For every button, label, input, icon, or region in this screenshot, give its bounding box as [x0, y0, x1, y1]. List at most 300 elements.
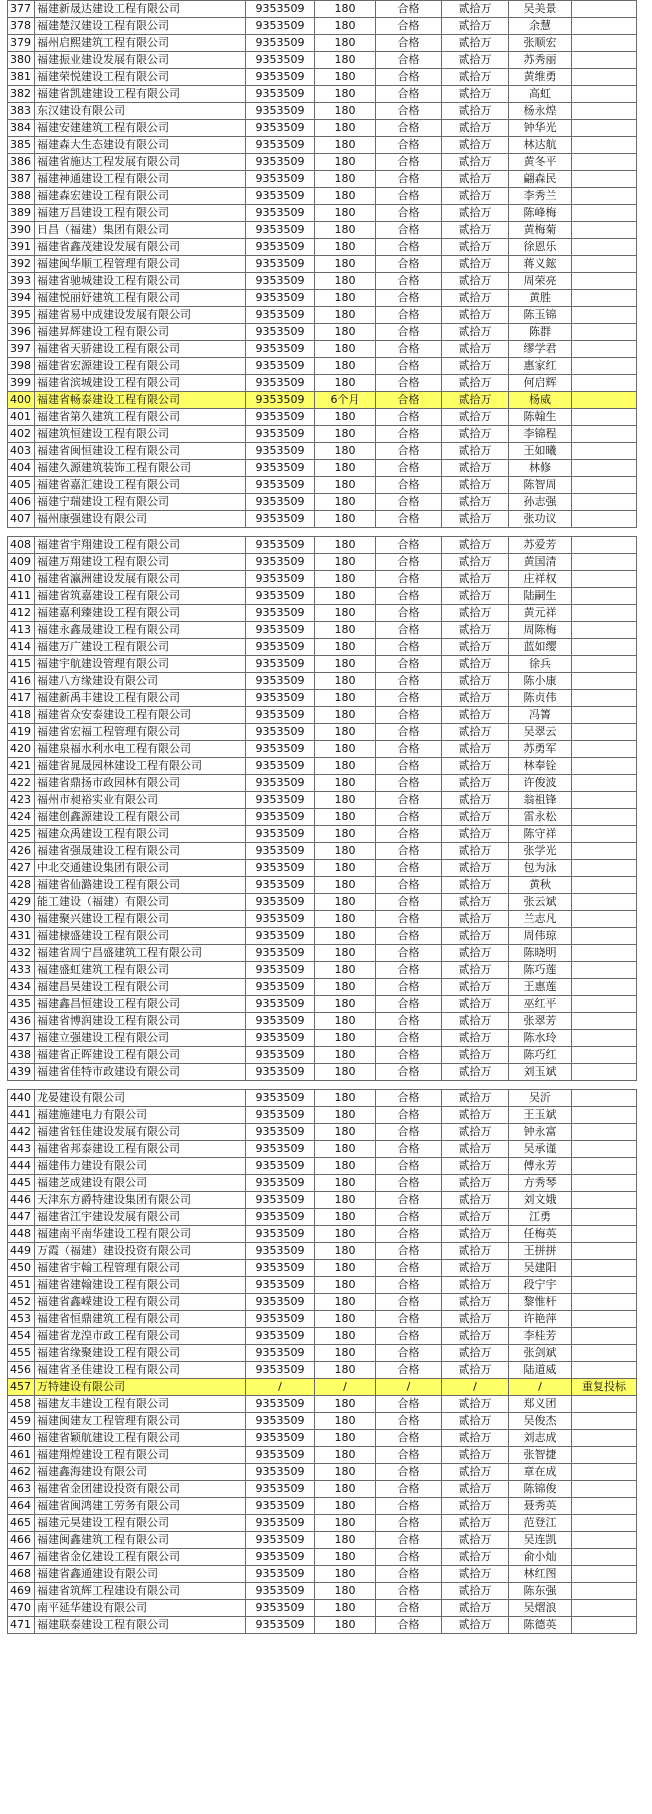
row-number-cell: 424 — [8, 809, 35, 826]
person-cell: 王玉斌 — [509, 1107, 572, 1124]
code-cell: 9353509 — [246, 1064, 315, 1081]
row-number-cell: 425 — [8, 826, 35, 843]
result-cell: 合格 — [376, 1243, 442, 1260]
amount-cell: 贰拾万 — [442, 1175, 509, 1192]
company-name-cell: 福建森大生态建设有限公司 — [35, 137, 246, 154]
period-cell: 180 — [315, 1464, 376, 1481]
company-name-cell: 能工建设（福建）有限公司 — [35, 894, 246, 911]
note-cell: 重复投标 — [572, 1379, 637, 1396]
company-name-cell: 福建泉福水利水电工程有限公司 — [35, 741, 246, 758]
period-cell: 180 — [315, 69, 376, 86]
note-cell — [572, 1243, 637, 1260]
amount-cell: 贰拾万 — [442, 843, 509, 860]
period-cell: 180 — [315, 894, 376, 911]
row-number-cell: 398 — [8, 358, 35, 375]
code-cell: 9353509 — [246, 120, 315, 137]
code-cell: 9353509 — [246, 775, 315, 792]
note-cell — [572, 426, 637, 443]
period-cell: 180 — [315, 1617, 376, 1634]
period-cell: 180 — [315, 1226, 376, 1243]
person-cell: 段宁宇 — [509, 1277, 572, 1294]
result-cell: 合格 — [376, 1047, 442, 1064]
row-number-cell: 394 — [8, 290, 35, 307]
row-number-cell: 448 — [8, 1226, 35, 1243]
period-cell: 180 — [315, 622, 376, 639]
company-name-cell: 福建永鑫晟建设工程有限公司 — [35, 622, 246, 639]
period-cell: 180 — [315, 1447, 376, 1464]
amount-cell: 贰拾万 — [442, 375, 509, 392]
row-number-cell: 454 — [8, 1328, 35, 1345]
company-name-cell: 福建省龙湟市政工程有限公司 — [35, 1328, 246, 1345]
code-cell: 9353509 — [246, 477, 315, 494]
amount-cell: 贰拾万 — [442, 18, 509, 35]
person-cell: 黄胜 — [509, 290, 572, 307]
table-row — [8, 1549, 637, 1566]
company-name-cell: 福建众禹建设工程有限公司 — [35, 826, 246, 843]
table-row — [8, 256, 637, 273]
code-cell: 9353509 — [246, 911, 315, 928]
person-cell: 陈翰生 — [509, 409, 572, 426]
code-cell: 9353509 — [246, 358, 315, 375]
period-cell: 180 — [315, 877, 376, 894]
person-cell: 孙志强 — [509, 494, 572, 511]
company-name-cell: 福建鑫昌恒建设工程有限公司 — [35, 996, 246, 1013]
company-name-cell: 福建省嘉汇建设工程有限公司 — [35, 477, 246, 494]
company-name-cell: 福建万广建设工程有限公司 — [35, 639, 246, 656]
result-cell: 合格 — [376, 1158, 442, 1175]
person-cell: 许俊波 — [509, 775, 572, 792]
person-cell: 杨威 — [509, 392, 572, 409]
note-cell — [572, 571, 637, 588]
amount-cell: 贰拾万 — [442, 962, 509, 979]
amount-cell: 贰拾万 — [442, 1141, 509, 1158]
row-number-cell: 421 — [8, 758, 35, 775]
result-cell: 合格 — [376, 511, 442, 528]
amount-cell: 贰拾万 — [442, 1600, 509, 1617]
note-cell — [572, 996, 637, 1013]
result-cell: 合格 — [376, 673, 442, 690]
result-cell: 合格 — [376, 1396, 442, 1413]
code-cell: 9353509 — [246, 826, 315, 843]
person-cell: 吴美景 — [509, 1, 572, 18]
period-cell: 180 — [315, 996, 376, 1013]
row-number-cell: 456 — [8, 1362, 35, 1379]
table-row — [8, 1362, 637, 1379]
row-number-cell: 405 — [8, 477, 35, 494]
result-cell: 合格 — [376, 571, 442, 588]
table-row — [8, 622, 637, 639]
amount-cell: 贰拾万 — [442, 222, 509, 239]
table-row — [8, 588, 637, 605]
company-name-cell: 福建省金团建设投资有限公司 — [35, 1481, 246, 1498]
note-cell — [572, 341, 637, 358]
person-cell: 黄国清 — [509, 554, 572, 571]
result-cell: 合格 — [376, 1226, 442, 1243]
result-cell: 合格 — [376, 460, 442, 477]
person-cell: 陈德英 — [509, 1617, 572, 1634]
code-cell: 9353509 — [246, 724, 315, 741]
period-cell: 180 — [315, 1192, 376, 1209]
amount-cell: 贰拾万 — [442, 1192, 509, 1209]
person-cell: 张学光 — [509, 843, 572, 860]
code-cell: 9353509 — [246, 741, 315, 758]
code-cell: 9353509 — [246, 1464, 315, 1481]
period-cell: 180 — [315, 1396, 376, 1413]
table-row — [8, 1600, 637, 1617]
result-cell: 合格 — [376, 1481, 442, 1498]
note-cell — [572, 1600, 637, 1617]
period-cell: 180 — [315, 1064, 376, 1081]
company-name-cell: 福建盛虹建筑工程有限公司 — [35, 962, 246, 979]
note-cell — [572, 171, 637, 188]
period-cell: 180 — [315, 809, 376, 826]
period-cell: 180 — [315, 1090, 376, 1107]
person-cell: 王如曦 — [509, 443, 572, 460]
row-number-cell: 396 — [8, 324, 35, 341]
company-name-cell: 福建荣悦建设工程有限公司 — [35, 69, 246, 86]
period-cell: 180 — [315, 1013, 376, 1030]
company-name-cell: 福建省筑嘉建设工程有限公司 — [35, 588, 246, 605]
row-number-cell: 439 — [8, 1064, 35, 1081]
result-cell: 合格 — [376, 1464, 442, 1481]
period-cell: 6个月 — [315, 392, 376, 409]
person-cell: 兰志凡 — [509, 911, 572, 928]
person-cell: 刘文娥 — [509, 1192, 572, 1209]
person-cell: 周陈梅 — [509, 622, 572, 639]
row-number-cell: 427 — [8, 860, 35, 877]
table-row — [8, 188, 637, 205]
row-number-cell: 442 — [8, 1124, 35, 1141]
period-cell: 180 — [315, 1260, 376, 1277]
result-cell: 合格 — [376, 775, 442, 792]
code-cell: 9353509 — [246, 511, 315, 528]
note-cell — [572, 1090, 637, 1107]
period-cell: 180 — [315, 188, 376, 205]
amount-cell: 贰拾万 — [442, 656, 509, 673]
code-cell: 9353509 — [246, 86, 315, 103]
note-cell — [572, 758, 637, 775]
row-number-cell: 422 — [8, 775, 35, 792]
note-cell — [572, 1362, 637, 1379]
code-cell: 9353509 — [246, 1481, 315, 1498]
result-cell: 合格 — [376, 477, 442, 494]
company-name-cell: 福建省缘聚建设工程有限公司 — [35, 1345, 246, 1362]
amount-cell: 贰拾万 — [442, 290, 509, 307]
amount-cell: 贰拾万 — [442, 775, 509, 792]
amount-cell: 贰拾万 — [442, 69, 509, 86]
row-number-cell: 390 — [8, 222, 35, 239]
person-cell: 陈智周 — [509, 477, 572, 494]
section-gap — [8, 528, 637, 537]
period-cell: 180 — [315, 1, 376, 18]
person-cell: 陈东强 — [509, 1583, 572, 1600]
table-row — [8, 460, 637, 477]
result-cell: 合格 — [376, 639, 442, 656]
company-name-cell: 福建友丰建设工程有限公司 — [35, 1396, 246, 1413]
result-cell: 合格 — [376, 494, 442, 511]
amount-cell: 贰拾万 — [442, 1345, 509, 1362]
company-name-cell: 福建闽建友工程管理有限公司 — [35, 1413, 246, 1430]
note-cell — [572, 69, 637, 86]
table-row — [8, 426, 637, 443]
row-number-cell: 407 — [8, 511, 35, 528]
note-cell — [572, 1413, 637, 1430]
amount-cell: 贰拾万 — [442, 1226, 509, 1243]
amount-cell: 贰拾万 — [442, 154, 509, 171]
code-cell: 9353509 — [246, 1362, 315, 1379]
row-number-cell: 389 — [8, 205, 35, 222]
person-cell: 吴沂 — [509, 1090, 572, 1107]
note-cell — [572, 307, 637, 324]
note-cell — [572, 1345, 637, 1362]
note-cell — [572, 537, 637, 554]
company-name-cell: 福建省晁晟园林建设工程有限公司 — [35, 758, 246, 775]
period-cell: 180 — [315, 911, 376, 928]
amount-cell: 贰拾万 — [442, 1260, 509, 1277]
person-cell: 苏爱芳 — [509, 537, 572, 554]
period-cell: 180 — [315, 1413, 376, 1430]
table-row — [8, 843, 637, 860]
company-name-cell: 福建万昌建设工程有限公司 — [35, 205, 246, 222]
company-name-cell: 福建省宇翔建设工程有限公司 — [35, 537, 246, 554]
company-name-cell: 福建聚兴建设工程有限公司 — [35, 911, 246, 928]
amount-cell: 贰拾万 — [442, 690, 509, 707]
table-row — [8, 324, 637, 341]
person-cell: 刘志成 — [509, 1430, 572, 1447]
code-cell: 9353509 — [246, 1030, 315, 1047]
code-cell: 9353509 — [246, 537, 315, 554]
row-number-cell: 464 — [8, 1498, 35, 1515]
table-row — [8, 494, 637, 511]
table-row — [8, 1464, 637, 1481]
period-cell: 180 — [315, 137, 376, 154]
note-cell — [572, 256, 637, 273]
code-cell: 9353509 — [246, 409, 315, 426]
amount-cell: 贰拾万 — [442, 792, 509, 809]
company-name-cell: 福建省博润建设工程有限公司 — [35, 1013, 246, 1030]
code-cell: 9353509 — [246, 979, 315, 996]
period-cell: 180 — [315, 273, 376, 290]
code-cell: 9353509 — [246, 1549, 315, 1566]
company-name-cell: 福建省宏福工程管理有限公司 — [35, 724, 246, 741]
table-row — [8, 775, 637, 792]
person-cell: 周荣亮 — [509, 273, 572, 290]
row-number-cell: 414 — [8, 639, 35, 656]
company-name-cell: 天津东方爵特建设集团有限公司 — [35, 1192, 246, 1209]
table-row — [8, 18, 637, 35]
code-cell: 9353509 — [246, 1192, 315, 1209]
period-cell: 180 — [315, 1047, 376, 1064]
period-cell: 180 — [315, 741, 376, 758]
person-cell: 林红图 — [509, 1566, 572, 1583]
row-number-cell: 470 — [8, 1600, 35, 1617]
period-cell: 180 — [315, 86, 376, 103]
company-name-cell: 福建省佳特市政建设有限公司 — [35, 1064, 246, 1081]
company-name-cell: 福建省驰城建设工程有限公司 — [35, 273, 246, 290]
result-cell: 合格 — [376, 1311, 442, 1328]
company-name-cell: 福建久源建筑装饰工程有限公司 — [35, 460, 246, 477]
note-cell — [572, 222, 637, 239]
period-cell: 180 — [315, 222, 376, 239]
row-number-cell: 397 — [8, 341, 35, 358]
company-name-cell: 福建省建翰建设工程有限公司 — [35, 1277, 246, 1294]
table-row — [8, 1413, 637, 1430]
period-cell: 180 — [315, 1498, 376, 1515]
period-cell: 180 — [315, 690, 376, 707]
table-row — [8, 962, 637, 979]
amount-cell: 贰拾万 — [442, 622, 509, 639]
amount-cell: 贰拾万 — [442, 1583, 509, 1600]
result-cell: 合格 — [376, 792, 442, 809]
note-cell — [572, 1124, 637, 1141]
result-cell: 合格 — [376, 1583, 442, 1600]
table-row — [8, 375, 637, 392]
code-cell: 9353509 — [246, 1294, 315, 1311]
company-name-cell: 福建省正晖建设工程有限公司 — [35, 1047, 246, 1064]
person-cell: 陈水玲 — [509, 1030, 572, 1047]
table-row — [8, 809, 637, 826]
company-name-cell: 福州市昶裕实业有限公司 — [35, 792, 246, 809]
period-cell: 180 — [315, 1481, 376, 1498]
note-cell — [572, 1175, 637, 1192]
note-cell — [572, 1617, 637, 1634]
result-cell: 合格 — [376, 622, 442, 639]
note-cell — [572, 1549, 637, 1566]
note-cell — [572, 588, 637, 605]
result-cell: 合格 — [376, 1141, 442, 1158]
code-cell: 9353509 — [246, 877, 315, 894]
company-name-cell: 福建元昊建设工程有限公司 — [35, 1515, 246, 1532]
company-name-cell: 福建省闽鸿建工劳务有限公司 — [35, 1498, 246, 1515]
amount-cell: 贰拾万 — [442, 1464, 509, 1481]
note-cell — [572, 1328, 637, 1345]
row-number-cell: 406 — [8, 494, 35, 511]
row-number-cell: 461 — [8, 1447, 35, 1464]
row-number-cell: 431 — [8, 928, 35, 945]
row-number-cell: 430 — [8, 911, 35, 928]
code-cell: 9353509 — [246, 588, 315, 605]
table-row — [8, 477, 637, 494]
amount-cell: 贰拾万 — [442, 1362, 509, 1379]
code-cell: 9353509 — [246, 137, 315, 154]
result-cell: 合格 — [376, 290, 442, 307]
person-cell: 吴翠云 — [509, 724, 572, 741]
table-row — [8, 222, 637, 239]
amount-cell: 贰拾万 — [442, 945, 509, 962]
row-number-cell: 385 — [8, 137, 35, 154]
table-row — [8, 1515, 637, 1532]
person-cell: 黎惟杆 — [509, 1294, 572, 1311]
row-number-cell: 393 — [8, 273, 35, 290]
table-row — [8, 979, 637, 996]
table-row — [8, 103, 637, 120]
period-cell: 180 — [315, 1311, 376, 1328]
company-name-cell: 福州启熙建筑工程有限公司 — [35, 35, 246, 52]
code-cell: 9353509 — [246, 324, 315, 341]
amount-cell: 贰拾万 — [442, 307, 509, 324]
company-name-cell: 福建省瀛洲建设发展有限公司 — [35, 571, 246, 588]
code-cell: 9353509 — [246, 1260, 315, 1277]
amount-cell: 贰拾万 — [442, 537, 509, 554]
code-cell: 9353509 — [246, 256, 315, 273]
period-cell: 180 — [315, 1430, 376, 1447]
note-cell — [572, 1515, 637, 1532]
amount-cell: 贰拾万 — [442, 996, 509, 1013]
row-number-cell: 467 — [8, 1549, 35, 1566]
period-cell: 180 — [315, 52, 376, 69]
result-cell: 合格 — [376, 690, 442, 707]
table-row — [8, 273, 637, 290]
period-cell: 180 — [315, 409, 376, 426]
amount-cell: 贰拾万 — [442, 324, 509, 341]
table-row — [8, 656, 637, 673]
code-cell: 9353509 — [246, 239, 315, 256]
code-cell: 9353509 — [246, 494, 315, 511]
result-cell: 合格 — [376, 588, 442, 605]
code-cell: 9353509 — [246, 1013, 315, 1030]
code-cell: 9353509 — [246, 392, 315, 409]
amount-cell: 贰拾万 — [442, 707, 509, 724]
company-name-cell: 福建八方缘建设有限公司 — [35, 673, 246, 690]
row-number-cell: 429 — [8, 894, 35, 911]
amount-cell: 贰拾万 — [442, 1549, 509, 1566]
person-cell: 任梅英 — [509, 1226, 572, 1243]
person-cell: 王拼拼 — [509, 1243, 572, 1260]
company-name-cell: 福建联泰建设工程有限公司 — [35, 1617, 246, 1634]
period-cell: 180 — [315, 588, 376, 605]
company-name-cell: 福建嘉利臻建设工程有限公司 — [35, 605, 246, 622]
amount-cell: 贰拾万 — [442, 511, 509, 528]
amount-cell: 贰拾万 — [442, 358, 509, 375]
table-row — [8, 554, 637, 571]
code-cell: 9353509 — [246, 307, 315, 324]
row-number-cell: 415 — [8, 656, 35, 673]
code-cell: 9353509 — [246, 375, 315, 392]
result-cell: 合格 — [376, 1175, 442, 1192]
result-cell: 合格 — [376, 307, 442, 324]
amount-cell: 贰拾万 — [442, 137, 509, 154]
table-row — [8, 1345, 637, 1362]
table-row — [8, 1124, 637, 1141]
period-cell: 180 — [315, 1158, 376, 1175]
code-cell: 9353509 — [246, 1396, 315, 1413]
result-cell: 合格 — [376, 758, 442, 775]
table-body — [8, 1, 637, 1634]
row-number-cell: 460 — [8, 1430, 35, 1447]
person-cell: 张顺宏 — [509, 35, 572, 52]
person-cell: 章在成 — [509, 1464, 572, 1481]
amount-cell: 贰拾万 — [442, 741, 509, 758]
code-cell: 9353509 — [246, 1243, 315, 1260]
company-name-cell: 福建省颖航建设工程有限公司 — [35, 1430, 246, 1447]
person-cell: 俞小灿 — [509, 1549, 572, 1566]
note-cell — [572, 894, 637, 911]
amount-cell: 贰拾万 — [442, 35, 509, 52]
person-cell: 陈玉锦 — [509, 307, 572, 324]
person-cell: 惠家红 — [509, 358, 572, 375]
note-cell — [572, 945, 637, 962]
company-name-cell: 福建省易中成建设发展有限公司 — [35, 307, 246, 324]
person-cell: 苏秀丽 — [509, 52, 572, 69]
row-number-cell: 377 — [8, 1, 35, 18]
code-cell: 9353509 — [246, 1, 315, 18]
code-cell: 9353509 — [246, 1175, 315, 1192]
person-cell: 吴连凯 — [509, 1532, 572, 1549]
amount-cell: 贰拾万 — [442, 860, 509, 877]
table-row — [8, 1158, 637, 1175]
table-row — [8, 35, 637, 52]
note-cell — [572, 1260, 637, 1277]
